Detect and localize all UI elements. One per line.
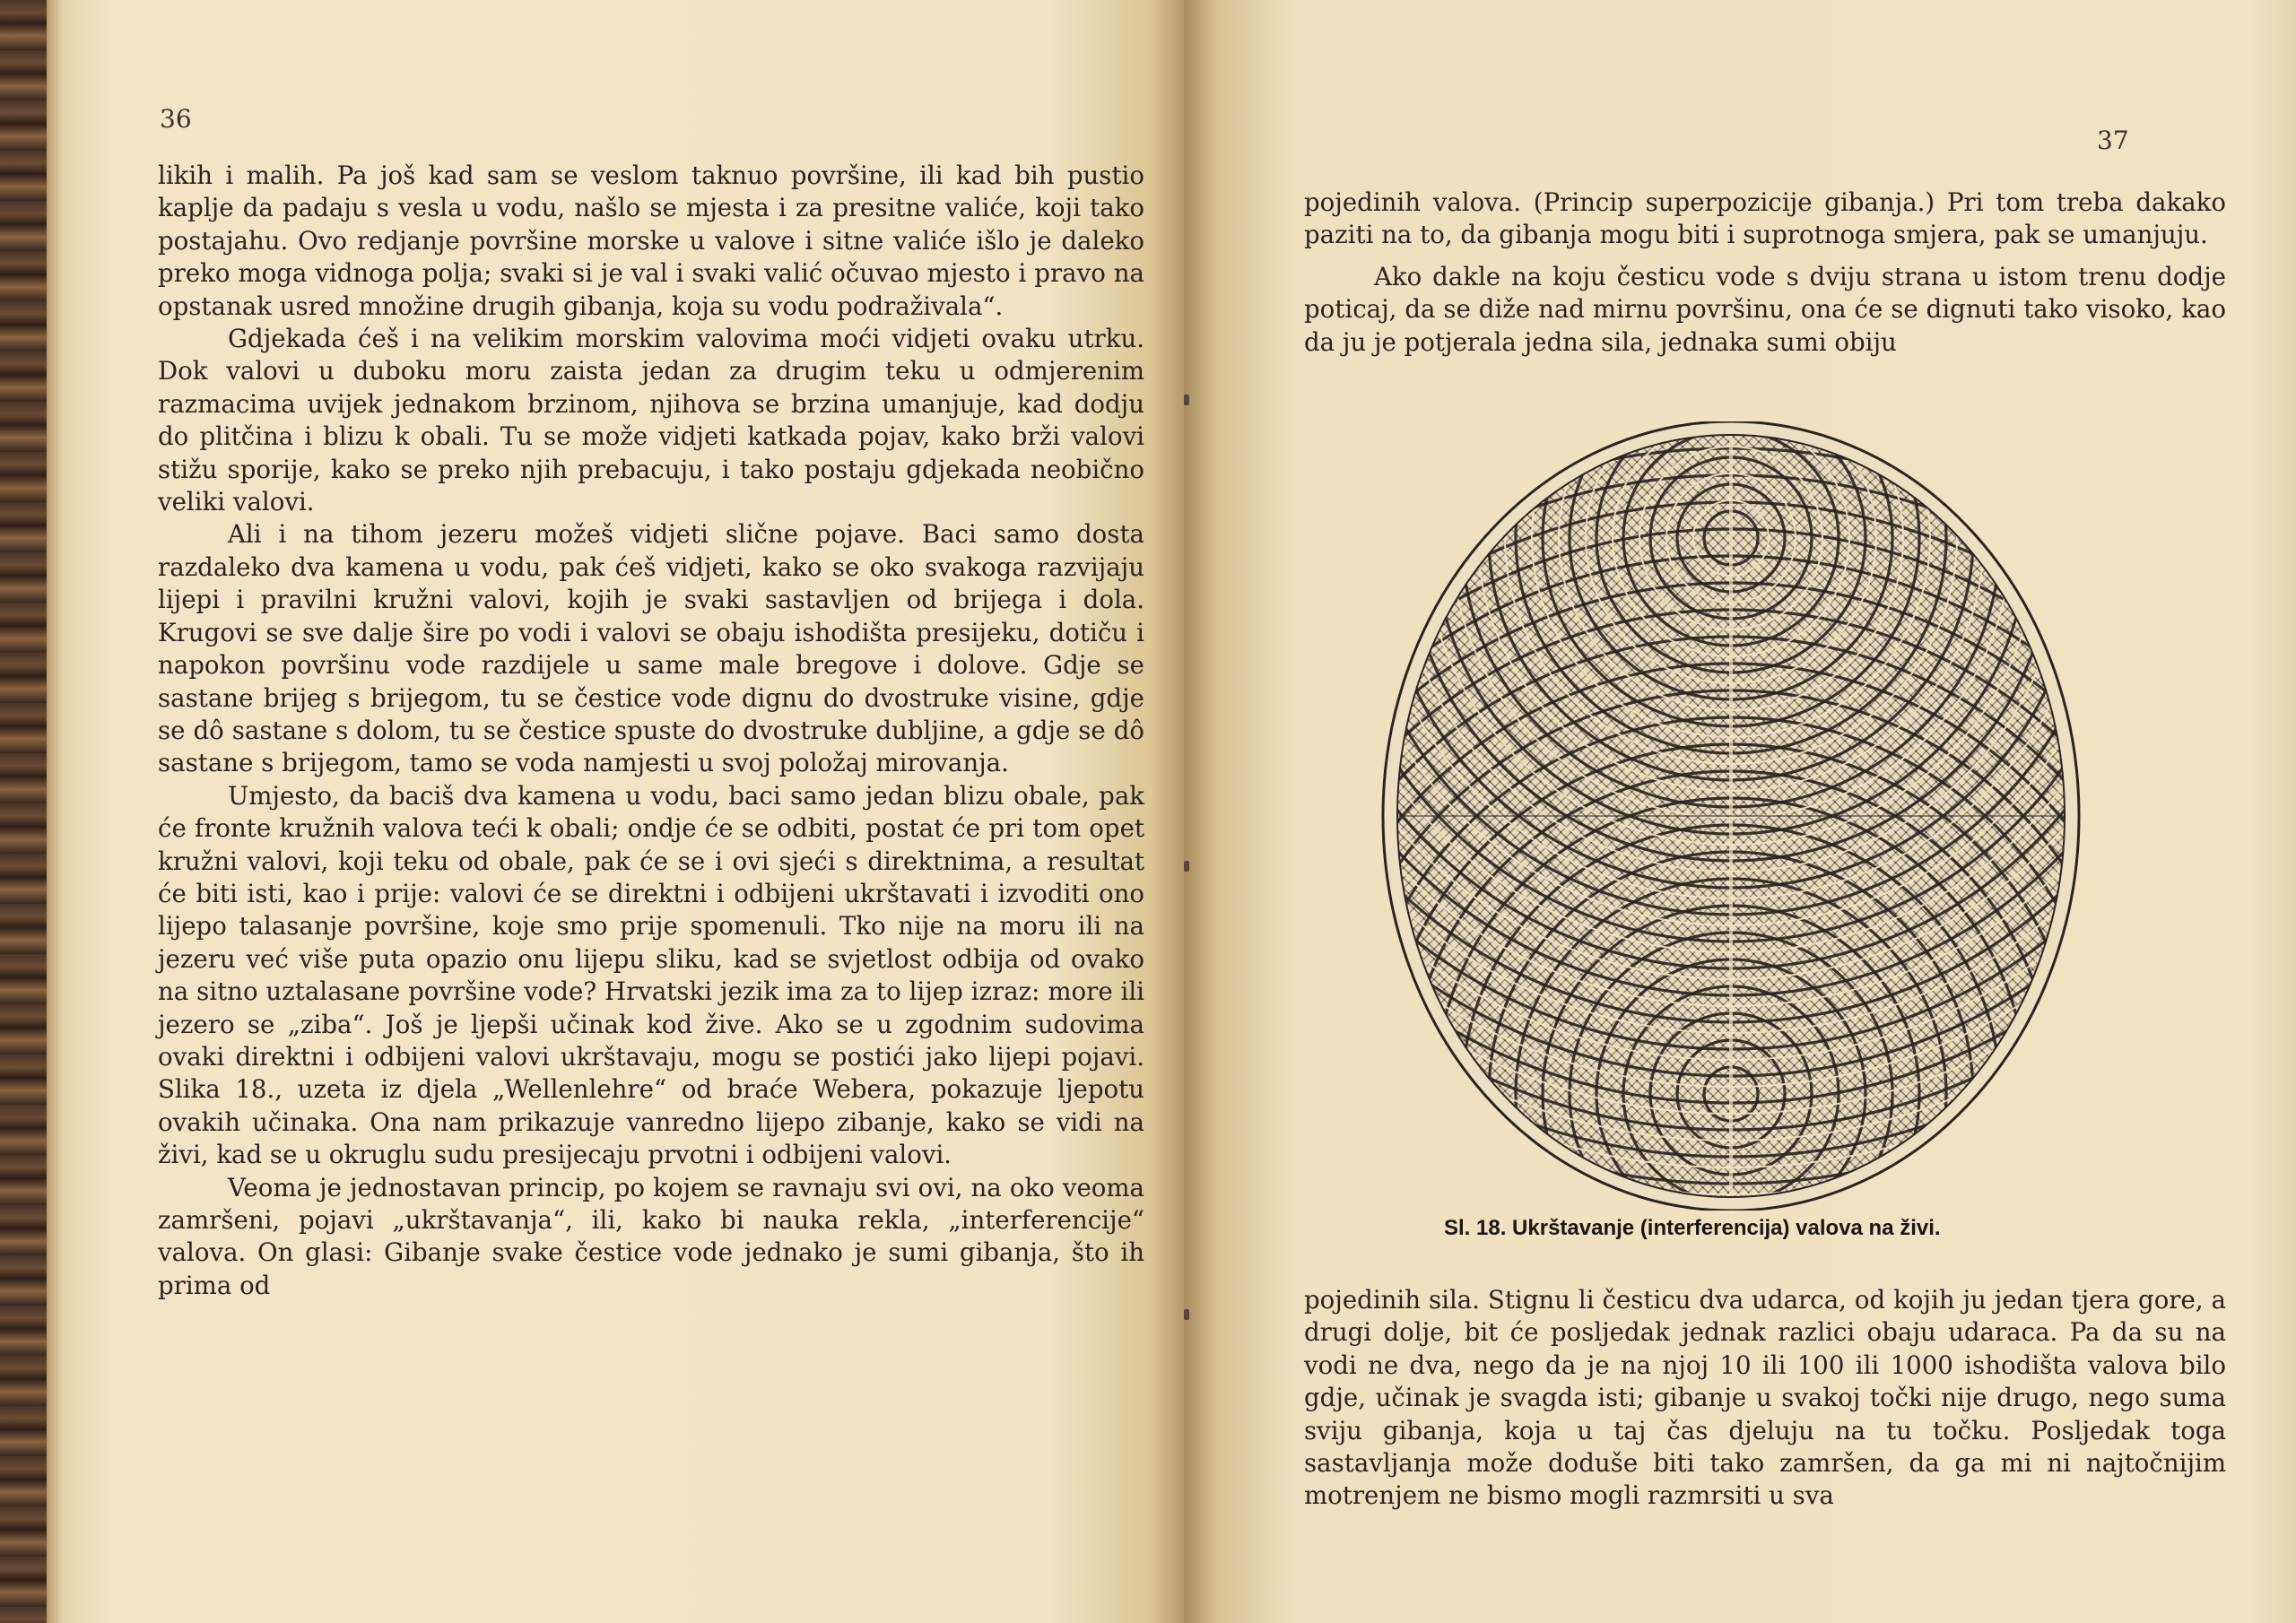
right-page <box>1184 0 2296 1623</box>
paragraph: pojedinih sila. Stignu li česticu dva udarca, od kojih ju jedan tjera gore, a drugi dolje, bit će posljedak jednak razlici obaju udaraca. Pa da su na vodi ne dva, nego da je na njoj 10 ili 100 ili 1000 ishodišta valova bilo gdje, učinak je svagda isti; gibanje u svakoj točki nije drugo, nego suma sviju gibanja, koja u taj čas djeluju na tu točku. Posljedak toga sastavljanja može doduše biti tako zamršen, da ga mi ni najtočnijim motrenjem ne bismo mogli razmrsiti u sva <box>1304 1285 2226 1511</box>
figure-caption: Sl. 18. Ukrštavanje (interferencija) valova na živi. <box>1444 1216 1941 1240</box>
margin-mark <box>1184 861 1189 872</box>
paragraph: Gdjekada ćeš i na velikim morskim valovima moći vidjeti ovaku utrku. Dok valovi u duboku moru zaista jedan za drugim teku u odmjerenim razmacima uvijek jednakom brzinom, njihova se brzina umanjuje, kad dodju do plitčina i blizu k obali. Tu se može vidjeti katkada pojav, kako brži valovi stižu sporije, kako se preko njih prebacuju, i tako postaju gdjekada neobično veliki valovi. <box>158 324 1144 517</box>
paragraph: Ako dakle na koju česticu vode s dviju strana u istom trenu dodje poticaj, da se diže nad mirnu površinu, ona će se dignuti tako visoko, kao da ju je potjerala jedna sila, jednaka sumi obiju <box>1304 261 2226 357</box>
page-number-right: 37 <box>2097 126 2129 155</box>
margin-mark <box>1184 395 1189 405</box>
margin-mark <box>1184 1309 1189 1320</box>
right-page-body-bottom <box>1304 1284 2226 1513</box>
paragraph: pojedinih valova. (Princip superpozicije gibanja.) Pri tom treba dakako paziti na to, da gibanja mogu biti i suprotnoga smjera, pak se umanjuju. <box>1304 187 2226 250</box>
page-number-left: 36 <box>160 104 192 134</box>
right-page-body-top <box>1304 187 2226 359</box>
left-page <box>63 0 1184 1623</box>
interference-figure <box>1372 421 2090 1211</box>
paragraph: Umjesto, da baciš dva kamena u vodu, baci samo jedan blizu obale, pak će fronte kružnih valova teći k obali; ondje će se odbiti, postat će pri tom opet kružni valovi, koji teku od obale, pak će se i ovi sjeći s direktnima, a resultat će biti isti, kao i prije: valovi će se direktni i odbijeni ukrštavati i izvoditi ono lijepo talasanje površine, koje smo prije spomenuli. Tko nije na moru ili na jezeru već više puta opazio onu lijepu sliku, kad se svjetlost odbija od ovako na sitno uztalasane površine vode? Hrvatski jezik ima za to lijep izraz: more ili jezero se „ziba“. Još je ljepši učinak kod žive. Ako se u zgodnim sudovima ovaki direktni i odbijeni valovi ukrštavaju, mogu se postići jako lijepi pojavi. Slika 18., uzeta iz djela „Wellenlehre“ od braće Webera, pokazuje ljepotu ovakih učinaka. Ona nam prikazuje vanredno lijepo zibanje, kako se vidi na živi, kad se u okruglu sudu presijecaju prvotni i odbijeni valovi. <box>158 780 1144 1170</box>
paragraph: Ali i na tihom jezeru možeš vidjeti slične pojave. Baci samo dosta razdaleko dva kamena u vodu, pak ćeš vidjeti, kako se oko svakoga razvijaju lijepi i pravilni kružni valovi, kojih je svaki sastavljen od brijega i dola. Krugovi se sve dalje šire po vodi i valovi se obaju ishodišta presijeku, dotiču i napokon površinu vode razdijele u same male bregove i dolove. Gdje se sastane brijeg s brijegom, tu se čestice vode dignu do dvostruke visine, gdje se dô sastane s dolom, tu se čestice spuste do dvostruke dubljine, a gdje se dô sastane s brijegom, tamo se voda namjesti u svoj položaj mirovanja. <box>158 519 1144 778</box>
book-spine-edge <box>0 0 63 1623</box>
paragraph: Veoma je jednostavan princip, po kojem se ravnaju svi ovi, na oko veoma zamršeni, pojavi „ukrštavanja“, ili, kako bi nauka rekla, „interferencije“ valova. On glasi: Gibanje svake čestice vode jednako je sumi gibanja, što ih prima od <box>158 1172 1144 1300</box>
left-page-body <box>158 160 1144 1302</box>
paragraph: likih i malih. Pa još kad sam se veslom taknuo površine, ili kad bih pustio kaplje da padaju s vesla u vodu, našlo se mjesta i za presitne valiće, koji tako postajahu. Ovo redjanje površine morske u valove i sitne valiće išlo je daleko preko moga vidnoga polja; svaki si je val i svaki valić očuvao mjesto i pravo na opstanak usred množine drugih gibanja, koja su vodu podraživala“. <box>158 161 1144 321</box>
